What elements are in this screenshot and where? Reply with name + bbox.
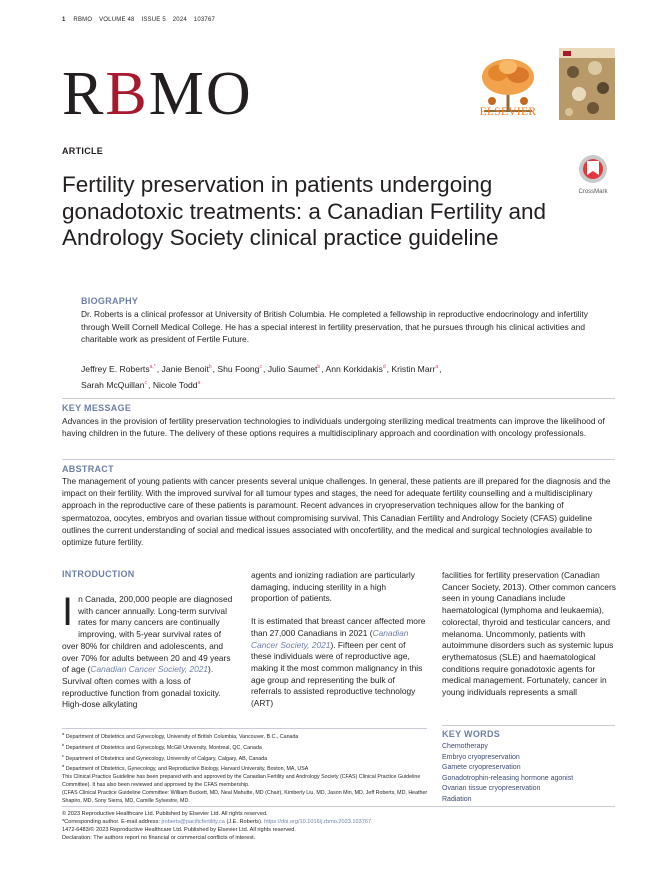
key-message-heading: KEY MESSAGE [62, 403, 132, 413]
author-affiliation-marker: b [317, 364, 321, 370]
volume: VOLUME 48 [99, 17, 135, 23]
author-name: Julio Saumet [267, 363, 318, 374]
citation-link[interactable]: Canadian Cancer Society, 2021 [251, 627, 409, 650]
journal-name: RBMO [73, 17, 93, 23]
affiliation-footnote: $^d$ Department of Obstetrics, Gynecology, and Reproductive Biology, Harvard University, Boston, MA, USA [62, 763, 309, 773]
rbmo-logo: RBMO [62, 60, 253, 128]
affiliation-footnote: $^b$ Department of Obstetrics and Gynecology, McGill University, Montreal, QC, Canada [62, 741, 262, 751]
author-list: Jeffrey E. Roberts$^{a,*}$, Janie Benoit$^b$, Shu Foong$^c$, Julio Saumet$^b$, Ann Korkidakis$^d$, Kristin Marr$^a$, Sarah McQuillan$^c$, Nicole Todd$^a$ [81, 363, 442, 390]
copyright: © 2023 Reproductive Healthcare Ltd. Published by Elsevier Ltd. All rights reserved. [62, 811, 268, 817]
author-affiliation-marker: a [197, 379, 201, 386]
declaration: Declaration: The authors report no financial or commercial conflicts of interest. [62, 835, 256, 841]
keyword-item[interactable]: Radiation [442, 795, 472, 803]
keyword-item[interactable]: Gamete cryopreservation [442, 764, 521, 771]
drop-cap: I [62, 590, 74, 634]
bottom-notes [62, 810, 615, 842]
corresponding-author: *Corresponding author. E-mail address: jroberts@pacificfertility.ca (J.E. Roberts). https://doi.org/10.1016/j.rbmo.2023.103767 [62, 819, 372, 825]
year: 2024 [172, 17, 187, 23]
crossmark-label: CrossMark [578, 189, 608, 195]
keyword-item[interactable]: Gonadotrophin-releasing hormone agonist [442, 774, 574, 782]
author-name: Janie Benoit [161, 363, 209, 374]
running-header [62, 17, 220, 23]
affiliation-footnote: $^c$ Department of Obstetrics and Gynecology, University of Calgary, Calgary, AB, Canada [62, 752, 268, 762]
biography-text: Dr. Roberts is a clinical professor at University of British Columbia. He completed a fellowship in reproductive endocrinology and infertility through Weill Cornell Medical College. He has a special interest in fertility preservation, that he pursues through his clinical activities and charitable work as president of Fertile Future. [81, 309, 588, 344]
intro-column-3: facilities for fertility preservation (Canadian Cancer Society, 2013). Other common cancers seen in young Canadians include haematological (lymphoma and leukaemia), colorectal, thyroid and testicular cancers, and melanoma. Uncommonly, patients with autoimmune disorders such as systemic lupus erythematosus (SLE) and haematological conditions require gonadotoxic agents for medical management. Fortunately, cancer in young individuals represents a small [442, 570, 616, 698]
footnote-guideline: This Clinical Practice Guideline has been prepared with and approved by the Canadian Fertility and Andrology Society (CFAS) Clinical Practice Guideline Committee). It has also been reviewed and approved by the CFAS membership. [62, 774, 421, 789]
issn-line: 1472-6483/© 2023 Reproductive Healthcare Ltd. Published by Elsevier Ltd. All rights reserved. [62, 827, 296, 833]
introduction-heading: INTRODUCTION [62, 569, 135, 579]
abstract-text: The management of young patients with cancer presents several unique challenges. In general, these patients are ill prepared for the diagnosis and the impact on their fertility. With the improved survival for all tumour types and stages, the need for adequate fertility counselling and a multidisciplinary approach in the reproductive care of these patients is paramount. Recent advances in cryopreservation techniques allow for the banking of spermatozoa, oocytes, embryos and ovarian tissue without compromising survival. This Canadian Fertility and Andrology Society (CFAS) guideline outlines the current understanding of social and medical issues associated with oncofertility, and the medical and surgical technologies available to optimize future fertility. [62, 477, 611, 548]
abstract-heading: ABSTRACT [62, 464, 114, 474]
author-name: Sarah McQuillan [81, 379, 145, 390]
email-link[interactable]: jroberts@pacificfertility.ca [161, 819, 225, 825]
article-title: Fertility preservation in patients undergoing gonadotoxic treatments: a Canadian Fertility and Andrology Society clinical practice guideline [62, 172, 547, 250]
citation-link[interactable]: Canadian Cancer Society, 2021 [90, 664, 209, 675]
affiliation-footnote: $^a$ Department of Obstetrics and Gynecology, University of British Columbia, Vancouver, B.C., Canada [62, 731, 299, 740]
doi-link[interactable]: https://doi.org/10.1016/j.rbmo.2023.103767 [264, 819, 372, 825]
author-affiliation-marker: a [435, 364, 439, 370]
bottom-divider [62, 806, 615, 807]
keywords-divider [442, 725, 615, 726]
author-affiliation-marker: c [144, 379, 148, 386]
author-affiliation-marker: b [208, 364, 212, 370]
author-name: Ann Korkidakis [325, 363, 383, 374]
footnote-committee: (CFAS Clinical Practice Guideline Committee: William Buckett, MD, Neal Mahutte, MD (Chair), Kimberly Liu, MD, Jason Min, MD, Jeff Roberts, MD, Heather Shapiro, MD, Sony Sierra, MD, Camille Sylvestre, MD. [62, 790, 428, 805]
article-number: 103767 [193, 17, 216, 23]
author-affiliation-marker: c [259, 364, 262, 370]
affiliation-footnotes [62, 730, 432, 805]
biography-heading: BIOGRAPHY [81, 296, 139, 306]
intro-column-2: agents and ionizing radiation are particularly damaging, inducing sterility in a high proportion of patients. It is estimated that breast cancer affected more than 27,000 Canadians in 2021 (Canadian Cancer Society, 2021). Fifteen per cent of these individuals were of reproductive age, making it the most common malignancy in this age group and representing the bulk of referrals to assisted reproductive technology (ART) [251, 570, 426, 709]
author-name: Kristin Marr [391, 363, 436, 374]
author-affiliation-marker: a,* [149, 364, 156, 370]
intro-column-1: In Canada, 200,000 people are diagnosed with cancer annually. Long-term survival rates for many cancers are continually improving, with 5-year survival rates of over 80% for children and adolescents, and over 70% for adults between 20 and 49 years of age (Canadian Cancer Society, 2021). Survival often comes with a loss of reproductive function from gonadal toxicity. High-dose alkylating [62, 590, 233, 710]
article-type-label: ARTICLE [62, 146, 104, 156]
author-name: Nicole Todd [152, 379, 198, 390]
author-name: Jeffrey E. Roberts [81, 363, 150, 374]
crossmark-icon[interactable] [576, 153, 610, 197]
author-name: Shu Foong [217, 363, 260, 374]
page-number: 1 [62, 17, 66, 23]
keywords-heading: KEY WORDS [442, 729, 501, 739]
publisher-name: ELSEVIER [479, 106, 537, 118]
keyword-item[interactable]: Ovarian tissue cryopreservation [442, 785, 541, 792]
issue: ISSUE 5 [141, 17, 166, 23]
keyword-item[interactable]: Chemotherapy [442, 743, 488, 750]
keyword-item[interactable]: Embryo cryopreservation [442, 753, 520, 761]
author-affiliation-marker: d [382, 364, 386, 370]
footnote-divider [62, 728, 427, 729]
keywords-list [442, 742, 617, 805]
journal-cover-image [559, 48, 615, 120]
divider [62, 459, 615, 460]
key-message-text: Advances in the provision of fertility preservation technologies to individuals undergoing sterilizing medical treatments can improve the likelihood of having children in the future. The delivery of these options requires a multidisciplinary approach and coordination with oncology professionals. [62, 416, 605, 439]
divider [62, 398, 615, 399]
